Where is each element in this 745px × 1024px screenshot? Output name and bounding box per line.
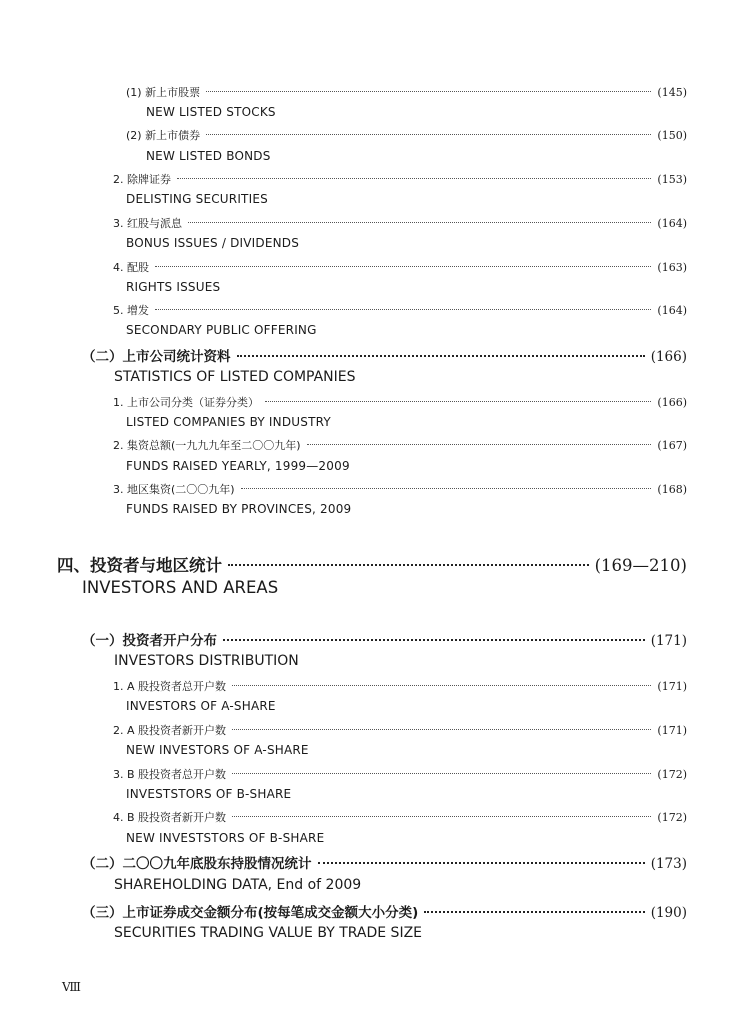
toc-page: (166): [650, 349, 687, 365]
toc-entry-rights-issues[interactable]: [113, 259, 687, 275]
toc-english-title: FUNDS RAISED BY PROVINCES, 2009: [126, 502, 352, 516]
toc-title: 2. 除牌证券: [113, 173, 171, 186]
toc-entry-new-listed-bonds[interactable]: [126, 127, 687, 143]
toc-page: (169—210): [594, 556, 687, 575]
toc-page: (171): [650, 633, 687, 649]
toc-page: (190): [650, 905, 687, 921]
toc-entry-companies-by-industry[interactable]: [113, 394, 687, 410]
toc-english-title: BONUS ISSUES / DIVIDENDS: [126, 236, 300, 250]
dot-leader: [232, 729, 651, 730]
dot-leader: [155, 266, 651, 267]
toc-title: 4. 配股: [113, 261, 149, 274]
dot-leader: [307, 444, 652, 445]
toc-title: （三）上市证券成交金额分布(按每笔成交金额大小分类): [82, 905, 419, 921]
toc-entry-delisting[interactable]: [113, 171, 687, 187]
toc-english-title: FUNDS RAISED YEARLY, 1999—2009: [126, 459, 350, 473]
toc-entry-investors-distribution[interactable]: [82, 629, 687, 649]
dot-leader: [424, 911, 644, 913]
toc-english-title: INVESTORS OF A-SHARE: [126, 699, 276, 713]
toc-title: 1. 上市公司分类（证券分类）: [113, 396, 259, 409]
toc-english-title: INVESTORS AND AREAS: [82, 578, 279, 597]
toc-page: (163): [657, 261, 687, 274]
toc-page: (172): [657, 768, 687, 781]
toc-entry-secondary-offering[interactable]: [113, 302, 687, 318]
dot-leader: [177, 178, 651, 179]
toc-english-title: SECURITIES TRADING VALUE BY TRADE SIZE: [114, 925, 423, 941]
dot-leader: [206, 134, 651, 135]
dot-leader: [228, 564, 589, 566]
toc-title: 3. 红股与派息: [113, 217, 182, 230]
dot-leader: [188, 222, 651, 223]
toc-english-title: NEW LISTED STOCKS: [146, 105, 276, 119]
toc-english-title: LISTED COMPANIES BY INDUSTRY: [126, 415, 331, 429]
toc-english-title: SHAREHOLDING DATA, End of 2009: [114, 877, 362, 893]
toc-entry-shareholding-data[interactable]: [82, 852, 687, 872]
dot-leader: [318, 862, 645, 864]
toc-title: 5. 增发: [113, 304, 149, 317]
dot-leader: [206, 91, 651, 92]
toc-entry-listed-company-stats[interactable]: [82, 345, 687, 365]
toc-title: （一）投资者开户分布: [82, 633, 217, 649]
toc-english-title: INVESTORS DISTRIBUTION: [114, 653, 299, 669]
page-number: Ⅷ: [62, 980, 81, 994]
toc-entry-new-a-share-investors[interactable]: [113, 722, 687, 738]
toc-english-title: SECONDARY PUBLIC OFFERING: [126, 323, 317, 337]
toc-page: (164): [657, 217, 687, 230]
dot-leader: [223, 639, 645, 641]
toc-page: (168): [657, 483, 687, 496]
dot-leader: [265, 401, 651, 402]
toc-page: (166): [657, 396, 687, 409]
dot-leader: [232, 685, 651, 686]
toc-entry-new-listed-stocks[interactable]: [126, 84, 687, 100]
dot-leader: [237, 355, 645, 357]
toc-title: 2. 集资总额(一九九九年至二〇〇九年): [113, 439, 301, 452]
toc-english-title: NEW INVESTORS OF A-SHARE: [126, 743, 309, 757]
toc-page: (164): [657, 304, 687, 317]
toc-page: (172): [657, 811, 687, 824]
dot-leader: [241, 488, 652, 489]
toc-entry-funds-by-provinces[interactable]: [113, 481, 687, 497]
toc-english-title: DELISTING SECURITIES: [126, 192, 268, 206]
toc-title: 四、投资者与地区统计: [57, 556, 222, 575]
toc-english-title: STATISTICS OF LISTED COMPANIES: [114, 369, 356, 385]
toc-title: (2) 新上市债券: [126, 129, 201, 142]
toc-title: （二）二〇〇九年底股东持股情况统计: [82, 856, 312, 872]
toc-title: 2. A 股投资者新开户数: [113, 724, 227, 737]
toc-entry-bonus-issues[interactable]: [113, 215, 687, 231]
toc-page: (145): [657, 86, 687, 99]
toc-english-title: NEW INVESTSTORS OF B-SHARE: [126, 831, 325, 845]
toc-entry-b-share-investors[interactable]: [113, 766, 687, 782]
dot-leader: [155, 309, 651, 310]
toc-entry-new-b-share-investors[interactable]: [113, 809, 687, 825]
dot-leader: [232, 773, 651, 774]
toc-english-title: INVESTSTORS OF B-SHARE: [126, 787, 292, 801]
toc-entry-investors-and-areas[interactable]: [57, 552, 687, 576]
toc-entry-funds-raised-yearly[interactable]: [113, 437, 687, 453]
toc-page: (171): [657, 680, 687, 693]
toc-page: (173): [650, 856, 687, 872]
toc-title: （二）上市公司统计资料: [82, 349, 231, 365]
toc-entry-a-share-investors[interactable]: [113, 678, 687, 694]
toc-title: 4. B 股投资者新开户数: [113, 811, 227, 824]
dot-leader: [232, 816, 651, 817]
toc-english-title: RIGHTS ISSUES: [126, 280, 221, 294]
toc-entry-trading-value-by-size[interactable]: [82, 901, 687, 921]
toc-title: (1) 新上市股票: [126, 86, 201, 99]
toc-page: (150): [657, 129, 687, 142]
toc-page: (153): [657, 173, 687, 186]
toc-page: (167): [657, 439, 687, 452]
toc-english-title: NEW LISTED BONDS: [146, 149, 271, 163]
toc-title: 1. A 股投资者总开户数: [113, 680, 227, 693]
toc-title: 3. 地区集资(二〇〇九年): [113, 483, 235, 496]
toc-title: 3. B 股投资者总开户数: [113, 768, 227, 781]
toc-page: (171): [657, 724, 687, 737]
